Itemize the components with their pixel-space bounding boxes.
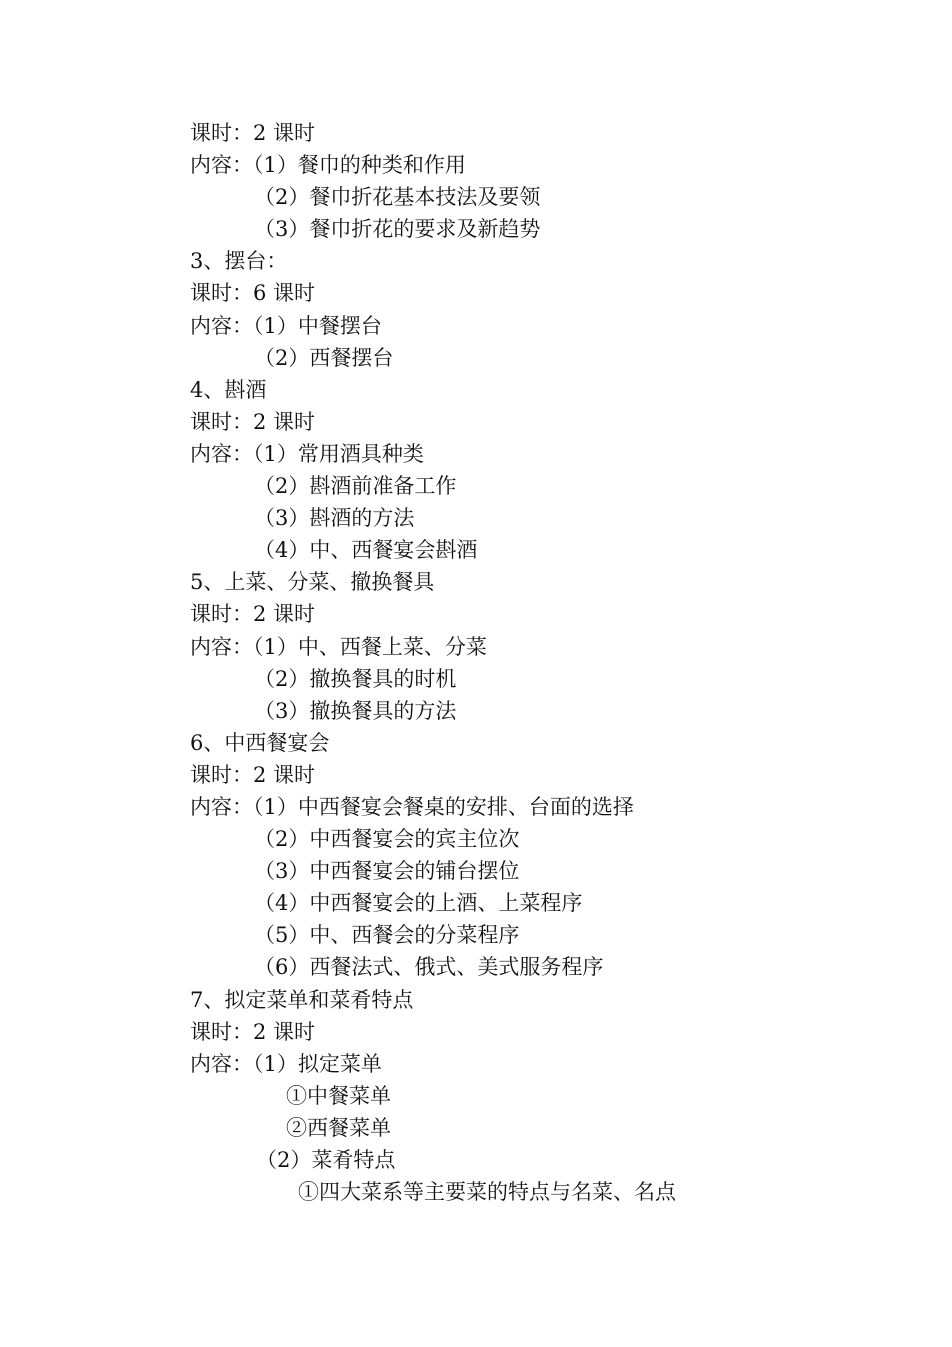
- section-heading: 3、摆台：: [190, 249, 288, 274]
- text-line: （3）撤换餐具的方法: [254, 698, 457, 723]
- text-line: （3）餐巾折花的要求及新趋势: [254, 217, 541, 242]
- text-line: 课时：2 课时: [190, 602, 316, 627]
- text-line: ①四大菜系等主要菜的特点与名菜、名点: [298, 1180, 676, 1205]
- text-line: 课时：2 课时: [190, 121, 316, 145]
- text-line: 课时：2 课时: [190, 762, 316, 787]
- text-line: 内容：（1）中、西餐上菜、分菜: [190, 634, 487, 659]
- text-line: （3）斟酒的方法: [254, 506, 415, 531]
- text-line: （2）西餐摆台: [254, 345, 394, 370]
- text-line: （2）撤换餐具的时机: [254, 666, 457, 691]
- text-line: ②西餐菜单: [286, 1115, 391, 1140]
- text-line: （2）菜肴特点: [256, 1148, 396, 1172]
- text-line: （4）中西餐宴会的上酒、上菜程序: [254, 891, 583, 916]
- text-line: 课时：6 课时: [190, 281, 316, 306]
- text-line: 课时：2 课时: [190, 409, 316, 434]
- section-heading: 7、拟定菜单和菜肴特点: [190, 987, 414, 1012]
- text-line: ①中餐菜单: [286, 1083, 391, 1108]
- text-line: 内容：（1）餐巾的种类和作用: [190, 153, 466, 178]
- section-heading: 4、斟酒: [190, 377, 267, 402]
- section-heading: 6、中西餐宴会: [190, 730, 330, 755]
- text-line: （3）中西餐宴会的铺台摆位: [254, 859, 520, 884]
- text-line: （6）西餐法式、俄式、美式服务程序: [254, 955, 604, 980]
- section-heading: 5、上菜、分菜、撤换餐具: [190, 570, 435, 595]
- text-line: 课时：2 课时: [190, 1019, 316, 1044]
- text-line: （2）餐巾折花基本技法及要领: [254, 185, 541, 210]
- text-line: （5）中、西餐会的分菜程序: [254, 923, 520, 948]
- document-body: [190, 117, 890, 1208]
- text-line: 内容：（1）中西餐宴会餐桌的安排、台面的选择: [190, 794, 634, 819]
- text-line: 内容：（1）常用酒具种类: [190, 441, 424, 466]
- text-line: （2）斟酒前准备工作: [254, 474, 457, 499]
- text-line: 内容：（1）拟定菜单: [190, 1051, 382, 1076]
- text-line: 内容：（1）中餐摆台: [190, 313, 382, 338]
- text-line: （2）中西餐宴会的宾主位次: [254, 827, 520, 852]
- text-line: （4）中、西餐宴会斟酒: [254, 538, 478, 563]
